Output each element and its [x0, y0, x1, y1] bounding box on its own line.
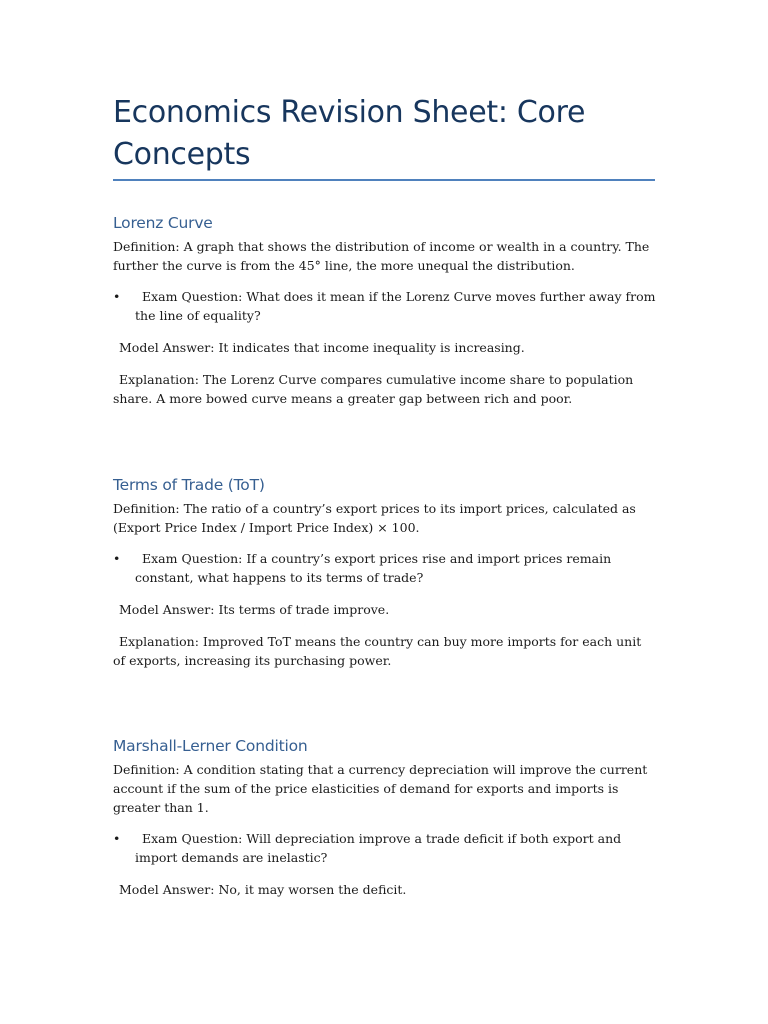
document-title: Economics Revision Sheet: Core Concepts [113, 95, 586, 172]
bullet-icon: • [113, 831, 121, 846]
bullet-icon: • [113, 289, 121, 304]
definition-text: Definition: A graph that shows the distribution of income or wealth in a country. The further the curve is from the 45° line, the more unequal the distribution. [113, 239, 650, 273]
section-heading: Terms of Trade (ToT) [113, 476, 265, 494]
section-heading: Lorenz Curve [113, 214, 213, 232]
exam-question-item [113, 829, 657, 867]
exam-question-text: Exam Question: Will depreciation improve a trade deficit if both export and import demands are inelastic? [135, 831, 622, 865]
exam-question-item [113, 287, 657, 325]
model-answer-text: Model Answer: It indicates that income inequality is increasing. [119, 340, 525, 355]
section-terms-of-trade [113, 474, 657, 670]
model-answer-text: Model Answer: No, it may worsen the deficit. [119, 882, 407, 897]
definition-text: Definition: A condition stating that a currency depreciation will improve the current account if the sum of the price elasticities of demand for exports and imports is greater than 1. [113, 762, 648, 815]
model-answer-text: Model Answer: Its terms of trade improve. [119, 602, 390, 617]
explanation-text: Explanation: The Lorenz Curve compares cumulative income share to population share. A more bowed curve means a greater gap between rich and poor. [113, 372, 634, 406]
definition-text: Definition: The ratio of a country’s export prices to its import prices, calculated as (Export Price Index / Import Price Index) × 100. [113, 501, 636, 535]
bullet-icon: • [113, 551, 121, 566]
exam-question-text: Exam Question: What does it mean if the Lorenz Curve moves further away from the line of equality? [135, 289, 656, 323]
exam-question-item [113, 549, 657, 587]
section-heading: Marshall-Lerner Condition [113, 737, 308, 755]
exam-question-text: Exam Question: If a country’s export prices rise and import prices remain constant, what happens to its terms of trade? [135, 551, 612, 585]
section-marshall-lerner [113, 735, 657, 899]
title-underline [113, 179, 655, 181]
explanation-text: Explanation: Improved ToT means the country can buy more imports for each unit of exports, increasing its purchasing power. [113, 634, 642, 668]
section-lorenz-curve [113, 212, 657, 408]
